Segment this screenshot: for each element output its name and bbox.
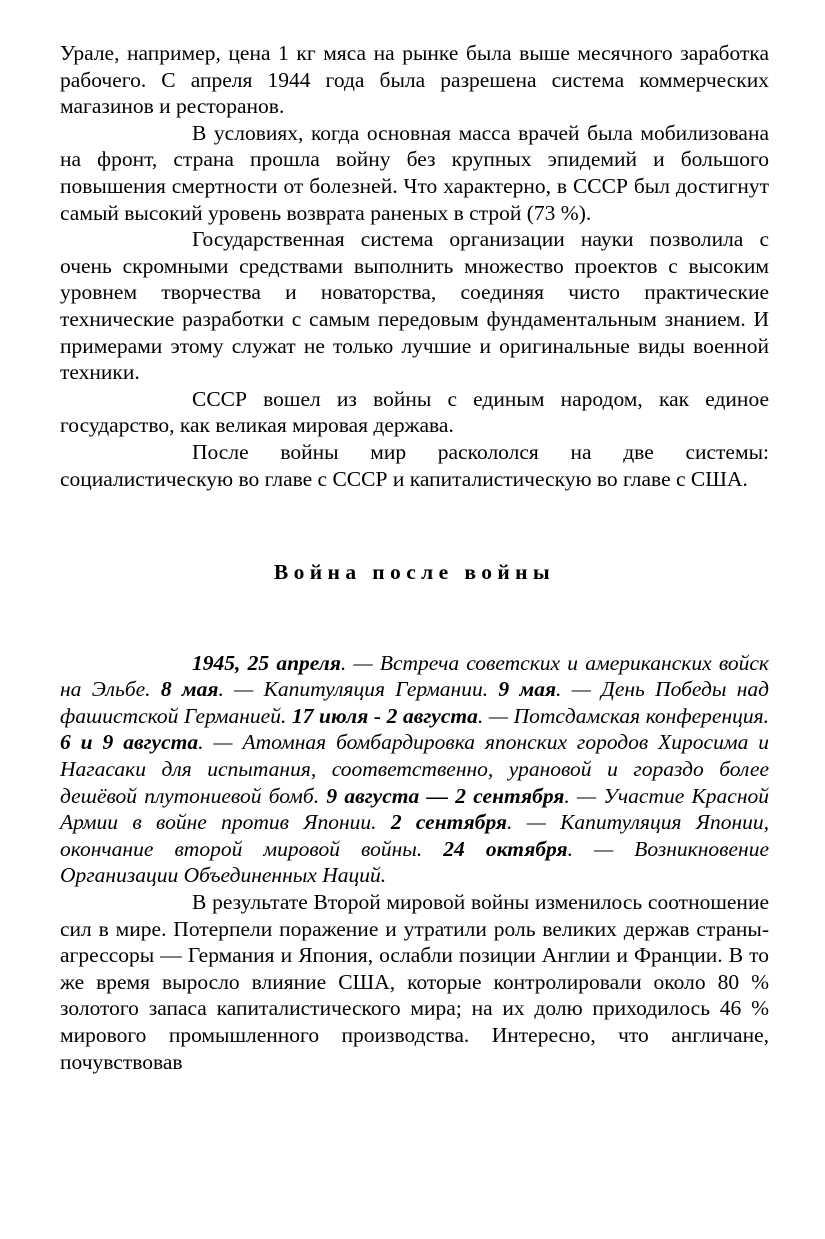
paragraph-balance-of-power: В результате Второй мировой войны изменилось соотношение сил в мире. Потерпели поражение и утратили роль великих держав страны-агрессоры — Германия и Япония, ослабли позиции Англии и Франции. В то же время выросло влияние США, которые контролировали около 80 % золотого запаса капиталистического мира; на их долю приходилось 46 % мирового промышленного производства. Интересно, что англичане, почувствовав — [60, 890, 769, 1074]
paragraph-two-systems: После войны мир раскололся на две системы: социалистическую во главе с СССР и капиталистическую во главе с США. — [60, 439, 769, 491]
document-page — [60, 40, 769, 1075]
chronology-event: . — Встреча советских и американских войск на Эльбе. — [60, 650, 769, 702]
chronology-date: 1945, 25 апреля — [192, 650, 341, 675]
paragraph-science: Государственная система организации науки позволила с очень скромными средствами выполнить множество проектов с высоким уровнем творчества и новаторства, соединяя чисто практические технические разработки с самым передовым фундаментальным знанием. И примерами этому служат не только лучшие и оригинальные виды военной техники. — [60, 227, 769, 385]
chronology-paragraph — [60, 650, 769, 889]
chronology-event: . — Возникновение Организации Объединенных Наций. — [60, 836, 769, 888]
paragraph-medicine: В условиях, когда основная масса врачей была мобилизована на фронт, страна прошла войну без крупных эпидемий и большого повышения смертности от болезней. Что характерно, в СССР был достигнут самый высокий уровень возврата раненых в строй (73 %). — [60, 120, 769, 225]
chronology-date: 8 мая — [160, 677, 219, 702]
chronology-date: 17 июля - 2 августа — [291, 703, 478, 728]
chronology-event: . — Атомная бомбардировка японских городов Хиросима и Нагасаки для испытания, соответственно, урановой и гораздо более дешёвой плутониевой бомб. — [60, 730, 769, 808]
chronology-event: . — Капитуляция Японии, окончание второй мировой войны. — [60, 810, 769, 861]
paragraph-ussr-power: СССР вошел из войны с единым народом, как единое государство, как великая мировая держава. — [60, 386, 769, 438]
chronology-date: 24 октября — [443, 836, 568, 861]
chronology-event: . — День Победы над фашистской Германией. — [60, 677, 769, 728]
chronology-event: . — Потсдамская конференция. — [477, 703, 769, 728]
chronology-event: . — Участие Красной Армии в войне против Японии. — [60, 783, 769, 835]
paragraph-urals-prices: Урале, например, цена 1 кг мяса на рынке была выше месячного заработка рабочего. С апреля 1944 года была разрешена система коммерческих магазинов и ресторанов. — [60, 41, 769, 119]
chronology-date: 6 и 9 августа — [60, 730, 199, 755]
chronology-event: . — Капитуляция Германии. — [218, 677, 499, 702]
chronology-date: 9 мая — [498, 677, 557, 702]
section-heading: Война после войны — [273, 560, 556, 585]
chronology-date: 2 сентября — [390, 810, 507, 835]
chronology-date: 9 августа — 2 сентября — [326, 783, 565, 808]
